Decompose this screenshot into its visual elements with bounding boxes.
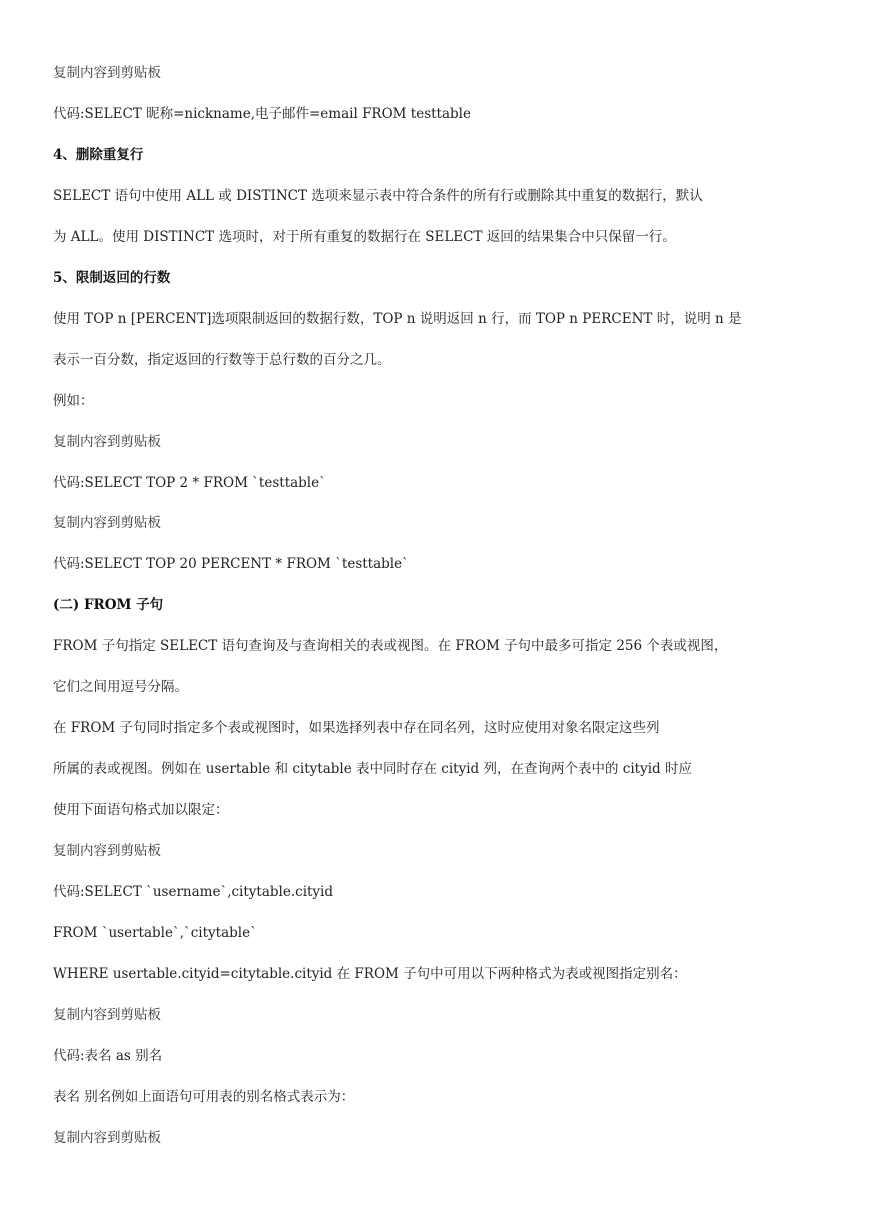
paragraph-line: SELECT 语句中使用 ALL 或 DISTINCT 选项来显示表中符合条件的所有行或删除其中重复的数据行，默认 — [53, 188, 703, 204]
copy-to-clipboard-link[interactable]: 复制内容到剪贴板 — [53, 843, 161, 859]
copy-to-clipboard-link[interactable]: 复制内容到剪贴板 — [53, 515, 161, 531]
code-line: FROM `usertable`,`citytable` — [53, 925, 257, 941]
code-line: 代码:SELECT TOP 2 * FROM `testtable` — [53, 475, 326, 491]
paragraph-line: 为 ALL。使用 DISTINCT 选项时，对于所有重复的数据行在 SELECT 返回的结果集合中只保留一行。 — [53, 229, 676, 245]
copy-to-clipboard-link[interactable]: 复制内容到剪贴板 — [53, 1130, 161, 1146]
copy-to-clipboard-link[interactable]: 复制内容到剪贴板 — [53, 65, 161, 81]
code-line: 代码:SELECT `username`,citytable.cityid — [53, 884, 334, 900]
paragraph-line: FROM 子句指定 SELECT 语句查询及与查询相关的表或视图。在 FROM 子句中最多可指定 256 个表或视图， — [53, 638, 728, 654]
copy-to-clipboard-link[interactable]: 复制内容到剪贴板 — [53, 434, 161, 450]
code-line: WHERE usertable.cityid=citytable.cityid 在 FROM 子句中可用以下两种格式为表或视图指定别名： — [53, 966, 687, 982]
section-heading: (二) FROM 子句 — [53, 597, 164, 613]
paragraph-line: 使用下面语句格式加以限定： — [53, 802, 229, 818]
paragraph-line: 在 FROM 子句同时指定多个表或视图时，如果选择列表中存在同名列，这时应使用对象名限定这些列 — [53, 720, 660, 736]
paragraph-line: 它们之间用逗号分隔。 — [53, 679, 188, 695]
paragraph-line: 使用 TOP n [PERCENT]选项限制返回的数据行数，TOP n 说明返回 n 行，而 TOP n PERCENT 时，说明 n 是 — [53, 311, 742, 327]
section-heading: 5、限制返回的行数 — [53, 270, 171, 286]
code-line: 代码:SELECT TOP 20 PERCENT * FROM `testtable` — [53, 556, 409, 572]
code-line: 代码:SELECT 昵称=nickname,电子邮件=email FROM testtable — [53, 106, 471, 122]
section-heading: 4、删除重复行 — [53, 147, 144, 163]
paragraph-line: 表名 别名例如上面语句可用表的别名格式表示为： — [53, 1089, 355, 1105]
paragraph-line: 例如： — [53, 393, 94, 409]
paragraph-line: 表示一百分数，指定返回的行数等于总行数的百分之几。 — [53, 352, 391, 368]
copy-to-clipboard-link[interactable]: 复制内容到剪贴板 — [53, 1007, 161, 1023]
paragraph-line: 所属的表或视图。例如在 usertable 和 citytable 表中同时存在 cityid 列，在查询两个表中的 cityid 时应 — [53, 761, 692, 777]
code-line: 代码:表名 as 别名 — [53, 1048, 163, 1064]
